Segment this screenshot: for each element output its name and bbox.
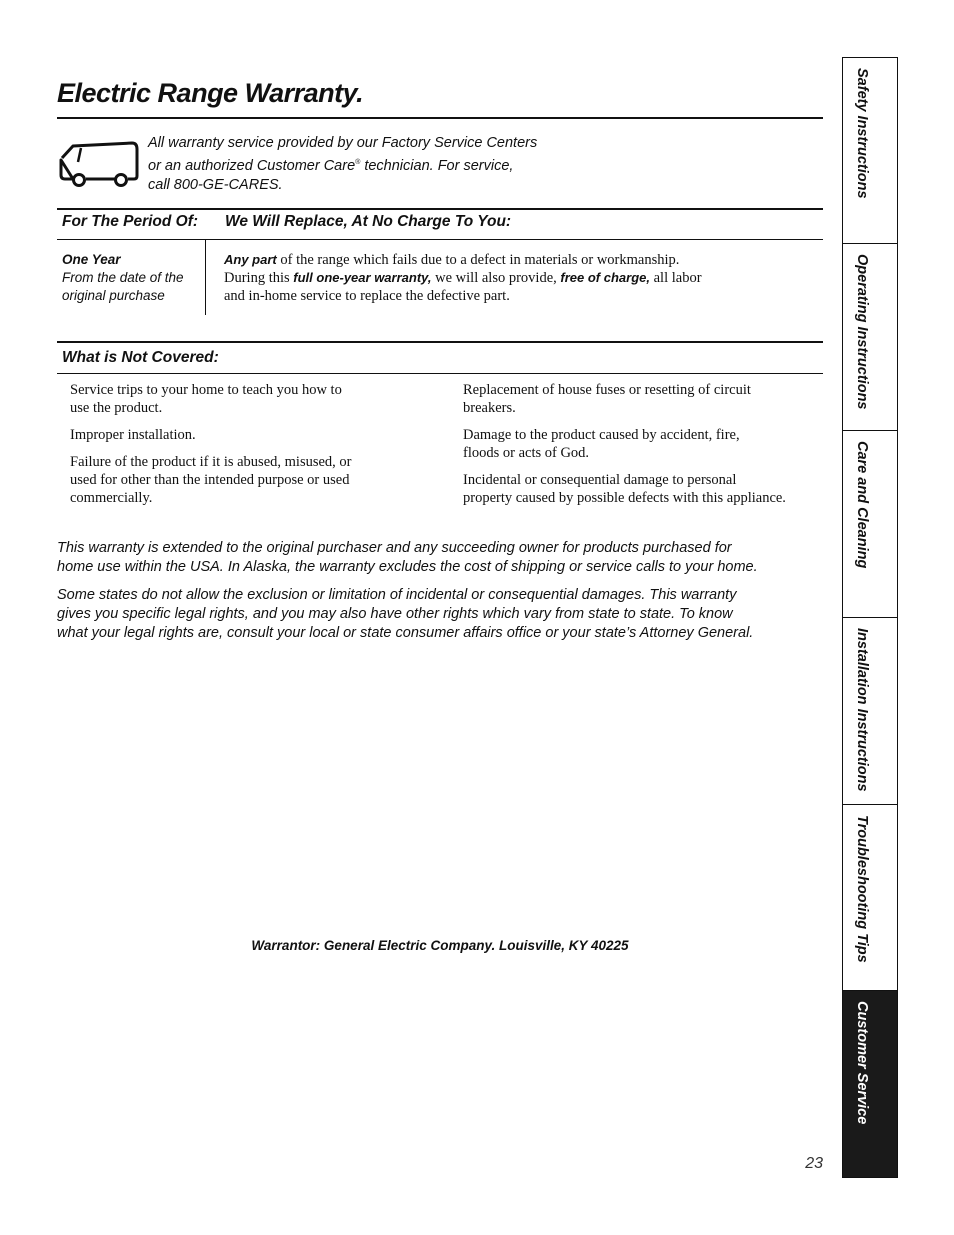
warranty-period (62, 251, 202, 305)
tab-troubleshooting-tips[interactable] (842, 804, 898, 991)
coverage-text: all labor (649, 270, 702, 286)
table-top-rule (57, 208, 823, 210)
replace-header: We Will Replace, At No Charge To You: (225, 213, 512, 230)
paragraph-line: what your legal rights are, consult your local or state consumer affairs office or your state’s Attorney General. (57, 625, 754, 641)
service-note-text: or an authorized Customer Care (148, 157, 356, 174)
paragraph-line: gives you specific legal rights, and you may also have other rights which vary from state to state. To know (57, 606, 733, 622)
list-item-line: floods or acts of God. (463, 445, 590, 461)
list-item (70, 453, 410, 507)
title-rule (57, 117, 823, 119)
list-item-line: Damage to the product caused by accident, fire, (463, 427, 740, 443)
coverage-line (224, 251, 824, 269)
period-note: original purchase (62, 288, 165, 303)
paragraph-line: This warranty is extended to the original purchaser and any succeeding owner for products purchased for (57, 540, 732, 556)
coverage-text: of the range which fails due to a defect in materials or workmanship. (276, 252, 680, 268)
coverage-text: During this (224, 270, 294, 286)
paragraph-line: home use within the USA. In Alaska, the warranty excludes the cost of shipping or service calls to your home. (57, 559, 758, 575)
list-item-line: Failure of the product if it is abused, misused, or (70, 454, 352, 470)
list-item-line: Service trips to your home to teach you how to (70, 382, 342, 398)
tab-label: Customer Service (854, 1001, 870, 1125)
tab-customer-service[interactable] (842, 990, 898, 1178)
period-title: One Year (62, 252, 121, 267)
list-item (463, 471, 823, 507)
list-item (463, 381, 823, 417)
coverage-text: we will also provide, (431, 270, 561, 286)
list-item-line: Improper installation. (70, 427, 196, 443)
list-item-line: property caused by possible defects with this appliance. (463, 490, 786, 506)
list-item-line: commercially. (70, 490, 153, 506)
period-note: From the date of the (62, 270, 184, 285)
not-covered-header-rule (57, 373, 823, 374)
section-tabs (842, 57, 898, 1178)
tab-safety-instructions[interactable] (842, 57, 898, 244)
list-item-line: Incidental or consequential damage to personal (463, 472, 737, 488)
warrantor-line: Warrantor: General Electric Company. Louisville, KY 40225 (251, 938, 629, 953)
service-note-text: technician. For service, (360, 157, 514, 174)
warranty-extension-paragraph (57, 539, 827, 577)
coverage-emphasis: Any part (224, 252, 277, 267)
tab-label: Care and Cleaning (854, 441, 870, 569)
legal-rights-paragraph (57, 586, 827, 643)
page-number: 23 (805, 1155, 823, 1172)
list-item (70, 381, 410, 417)
tab-label: Troubleshooting Tips (854, 815, 870, 963)
service-note-line: All warranty service provided by our Factory Service Centers (148, 135, 538, 151)
coverage-line (224, 269, 824, 287)
list-item-line: use the product. (70, 400, 163, 416)
list-item-line: used for other than the intended purpose or used (70, 472, 350, 488)
service-van-icon (58, 138, 140, 190)
coverage-line: and in-home service to replace the defective part. (224, 288, 510, 304)
list-item-line: Replacement of house fuses or resetting of circuit (463, 382, 751, 398)
service-note-line (148, 153, 588, 176)
not-covered-right-list (463, 381, 823, 516)
column-divider (205, 240, 206, 315)
not-covered-header: What is Not Covered: (62, 349, 219, 366)
paragraph-line: Some states do not allow the exclusion or limitation of incidental or consequential damages. This warranty (57, 587, 737, 603)
coverage-emphasis: full one-year warranty, (293, 270, 432, 285)
tab-care-and-cleaning[interactable] (842, 430, 898, 618)
list-item-line: breakers. (463, 400, 516, 416)
page-title: Electric Range Warranty. (57, 78, 364, 108)
tab-label: Operating Instructions (854, 254, 870, 410)
tab-label: Installation Instructions (854, 628, 870, 792)
list-item (463, 426, 823, 462)
tab-installation-instructions[interactable] (842, 617, 898, 805)
tab-label: Safety Instructions (854, 68, 870, 199)
tab-operating-instructions[interactable] (842, 243, 898, 431)
table-header-rule (57, 239, 823, 240)
coverage-emphasis: free of charge, (560, 270, 650, 285)
list-item (70, 426, 410, 444)
not-covered-top-rule (57, 341, 823, 343)
service-note (148, 134, 588, 195)
service-note-line: call 800-GE-CARES. (148, 176, 283, 193)
not-covered-left-list (70, 381, 410, 516)
registered-mark: ® (355, 159, 361, 166)
period-header: For The Period Of: (62, 213, 199, 230)
coverage-description (224, 251, 824, 305)
